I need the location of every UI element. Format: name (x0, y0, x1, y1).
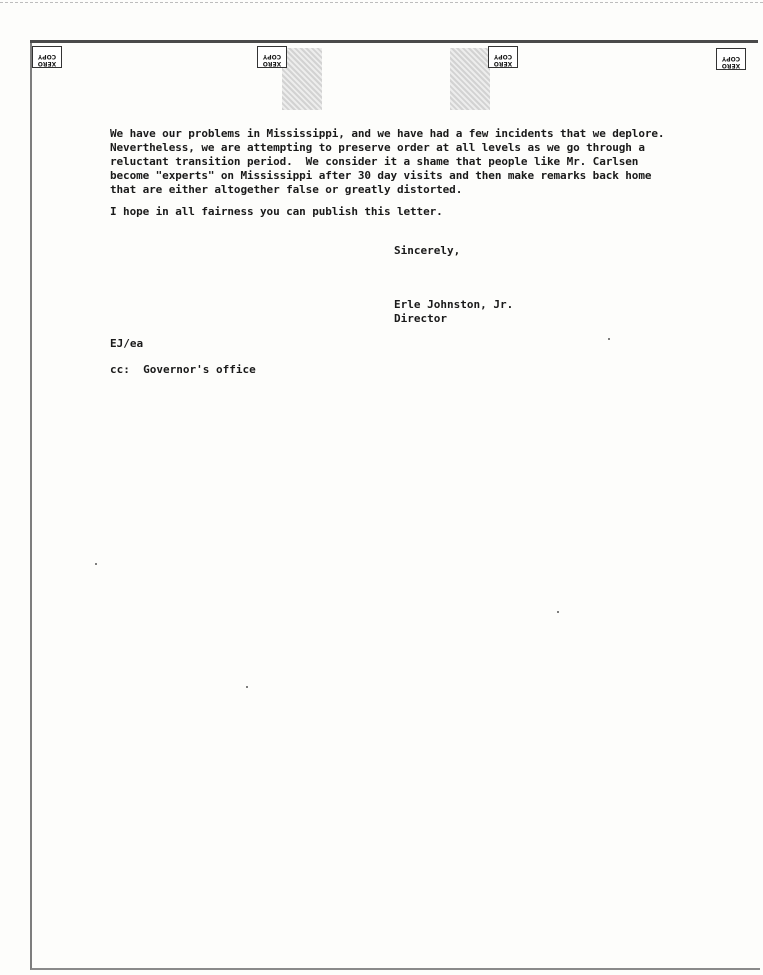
scan-speck (608, 338, 610, 340)
stamp-line: XERO (262, 60, 282, 67)
top-rule (30, 40, 758, 43)
stamp-line: COPY (493, 53, 513, 60)
body-line: Nevertheless, we are attempting to preserve order at all levels as we go through a (110, 141, 645, 154)
scan-artifact (282, 48, 322, 110)
xero-copy-stamp (488, 46, 518, 68)
stamp-line: COPY (262, 53, 282, 60)
signature-block (394, 298, 513, 326)
xero-copy-stamp (32, 46, 62, 68)
signer-title: Director (394, 312, 447, 325)
letter-body (110, 127, 730, 219)
body-line: that are either altogether false or greatly distorted. (110, 183, 463, 196)
stamp-line: XERO (37, 60, 57, 67)
body-line: We have our problems in Mississippi, and we have had a few incidents that we deplore. (110, 127, 665, 140)
scan-speck (557, 611, 559, 613)
cc-line (110, 363, 256, 376)
page-edge (0, 2, 763, 3)
stamp-line: XERO (721, 62, 741, 69)
body-line: become "experts" on Mississippi after 30 day visits and then make remarks back home (110, 169, 652, 182)
stamp-line: XERO (493, 60, 513, 67)
closing-request: I hope in all fairness you can publish this letter. (110, 205, 443, 218)
xero-copy-stamp (716, 48, 746, 70)
scan-speck (95, 563, 97, 565)
cc-label: cc: (110, 363, 130, 376)
body-line: reluctant transition period. We consider it a shame that people like Mr. Carlsen (110, 155, 639, 168)
stamp-line: COPY (37, 53, 57, 60)
typist-initials: EJ/ea (110, 337, 144, 350)
scan-speck (246, 686, 248, 688)
stamp-line: COPY (721, 55, 741, 62)
cc-recipient: Governor's office (143, 363, 256, 376)
closing-salutation: Sincerely, (394, 244, 461, 257)
signer-name: Erle Johnston, Jr. (394, 298, 514, 311)
xero-copy-stamp (257, 46, 287, 68)
scan-artifact (450, 48, 490, 110)
